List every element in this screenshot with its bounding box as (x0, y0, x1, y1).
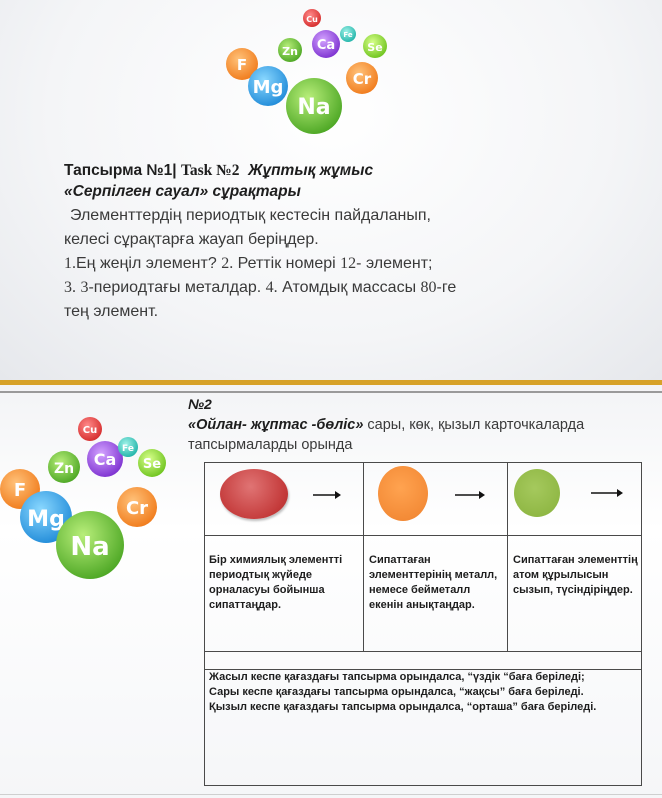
arrow-right-icon (591, 487, 623, 499)
task-heading: Тапсырма №1| Task №2 Жұптық жұмыс (64, 162, 374, 179)
ball-label-se: Se (367, 41, 383, 54)
ball-label-na: Na (297, 95, 331, 120)
svg-text:Fe: Fe (122, 444, 134, 454)
task-2-title: «Ойлан- жұптас -бөліс» сары, көк, қызыл карточкаларда тапсырмаларды орында (188, 417, 585, 453)
ball-label-fe: Fe (343, 31, 353, 39)
task-body: Элементтердің периодтық кестесін пайдаланып, келесі сұрақтарға жауап беріңдер. 1.Ең жеңіл элемент? 2. Реттік номері 12- элемент; 3. 3-периодтағы металдар. 4. Атомдық массасы 80-ге тең элемент. (64, 204, 634, 324)
arrow-right-icon (455, 489, 485, 501)
task-card-table (204, 462, 642, 786)
grading-rules: Жасыл кеспе қағаздағы тапсырма орындалса, “үздік “баға беріледі; Сары кеспе қағаздағы тапсырма орындалса, “жақсы” баға беріледі. Қызыл кеспе қағаздағы тапсырма орындалса, “орташа” баға беріледі. (209, 671, 597, 713)
svg-text:Na: Na (70, 532, 110, 562)
orange-card-circle (378, 466, 428, 521)
svg-text:Ca: Ca (93, 450, 117, 469)
red-card-circle (220, 469, 288, 519)
questions-line-2: 3. 3-периодтағы металдар. 4. Атомдық массасы 80-ге (64, 279, 457, 296)
ball-label-zn: Zn (282, 45, 298, 58)
slide-1 (0, 0, 662, 380)
svg-text:F: F (13, 480, 27, 501)
card-task-orange: Сипаттаған элементтерінің металл, немесе бейметалл екенін анықтаңдар. (369, 554, 498, 611)
svg-text:Se: Se (142, 457, 162, 472)
svg-text:Cr: Cr (125, 498, 149, 519)
ball-label-f: F (236, 56, 248, 74)
slide-1-text (64, 160, 634, 324)
task-2-number: №2 (188, 396, 212, 412)
ball-label-cu: Cu (306, 15, 318, 24)
arrow-right-icon (313, 489, 341, 501)
slide-2-bottom-line (0, 794, 662, 795)
ball-label-cr: Cr (352, 70, 372, 88)
ball-label-mg: Mg (252, 77, 284, 98)
questions-line-1: 1.Ең жеңіл элемент? 2. Реттік номері 12- элемент; (64, 255, 433, 272)
slide-2-top-line (0, 391, 662, 393)
green-card-circle (514, 469, 560, 517)
element-balls-illustration-2 (0, 407, 180, 585)
element-balls-illustration (218, 4, 396, 140)
card-task-green: Сипаттаған элементтің атом құрылысын сызып, түсіндіріңдер. (513, 554, 638, 596)
task-subtitle: «Серпілген сауал» сұрақтары (64, 183, 301, 200)
slide-2 (0, 385, 662, 798)
card-task-red: Бір химиялық элементті периодтық жүйеде орналасуы бойынша сипаттаңдар. (209, 554, 343, 611)
svg-text:Zn: Zn (53, 461, 75, 477)
ball-label-ca: Ca (316, 38, 336, 53)
svg-text:Cu: Cu (82, 425, 98, 436)
svg-text:Mg: Mg (27, 507, 65, 532)
